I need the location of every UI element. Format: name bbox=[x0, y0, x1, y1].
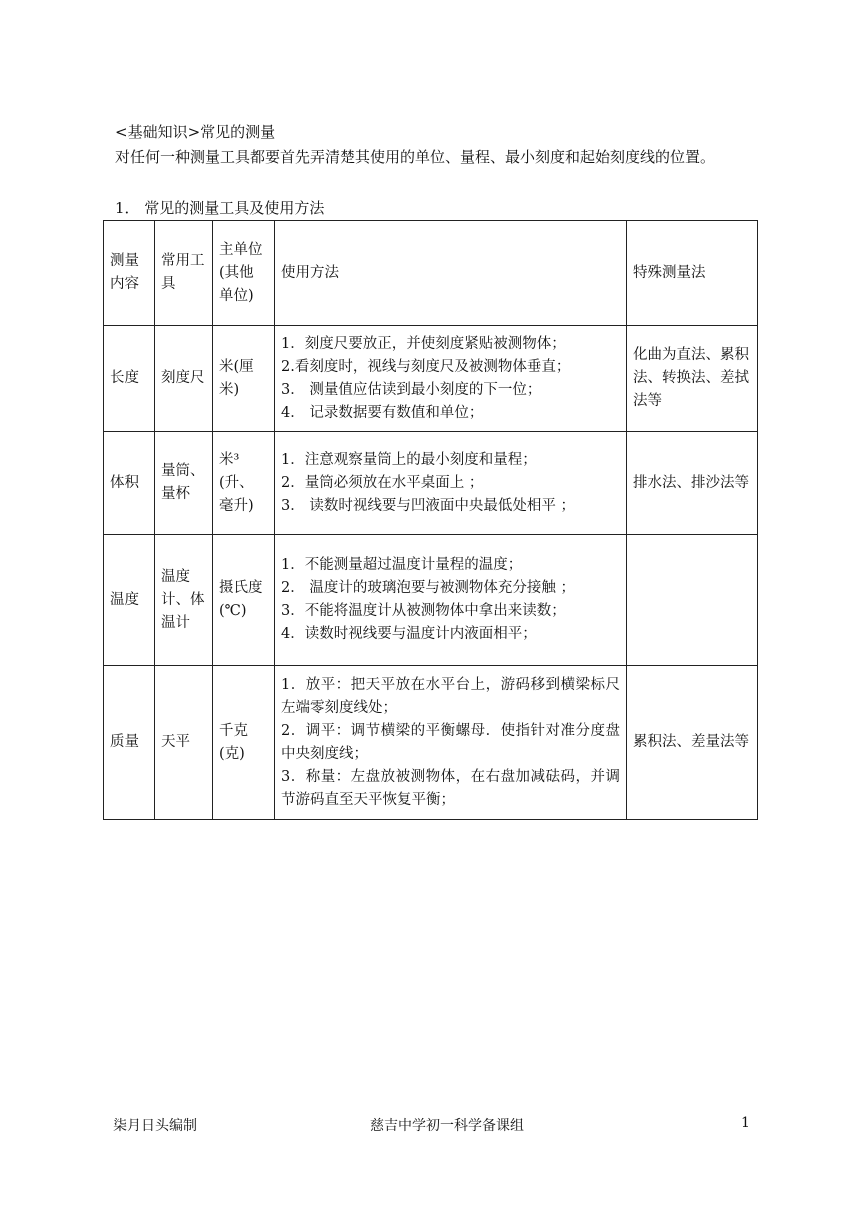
method-step: 3． 读数时视线要与凹液面中央最低处相平 ； bbox=[281, 497, 575, 514]
cell-tool: 天平 bbox=[155, 666, 213, 820]
table-row bbox=[104, 535, 758, 666]
table-row bbox=[104, 432, 758, 535]
cell-method bbox=[275, 666, 627, 820]
cell-method bbox=[275, 535, 627, 666]
table-header-row bbox=[104, 221, 758, 326]
table-row bbox=[104, 326, 758, 432]
method-step: 2．量筒必须放在水平桌面上 ； bbox=[281, 474, 484, 491]
header-cell-method: 使用方法 bbox=[275, 221, 627, 326]
footer-author: 柒月日头编制 bbox=[113, 1118, 197, 1134]
section-title: 1． 常见的测量工具及使用方法 bbox=[115, 199, 325, 217]
method-step: 2.看刻度时，视线与刻度尺及被测物体垂直； bbox=[281, 358, 571, 375]
method-step: 2． 温度计的玻璃泡要与被测物体充分接触 ； bbox=[281, 580, 575, 596]
cell-unit: 米³(升、毫升) bbox=[213, 432, 275, 535]
cell-method bbox=[275, 326, 627, 432]
header-cell-unit: 主单位(其他单位) bbox=[213, 221, 275, 326]
method-step: 4． 记录数据要有数值和单位； bbox=[281, 404, 484, 421]
cell-content: 体积 bbox=[104, 432, 155, 535]
method-step: 3．称量：左盘放被测物体，在右盘加减砝码，并调节游码直至天平恢复平衡； bbox=[281, 768, 620, 808]
header-cell-tool: 常用工具 bbox=[155, 221, 213, 326]
method-step: 1．不能测量超过温度计量程的温度； bbox=[281, 557, 523, 573]
method-step: 1．刻度尺要放正，并使刻度紧贴被测物体； bbox=[281, 335, 566, 352]
page-number: 1 bbox=[741, 1115, 750, 1131]
cell-special bbox=[627, 535, 758, 666]
method-step: 1．注意观察量筒上的最小刻度和量程； bbox=[281, 451, 537, 468]
method-step: 1．放平：把天平放在水平台上，游码移到横梁标尺左端零刻度线处； bbox=[281, 676, 620, 716]
method-step: 2．调平：调节横梁的平衡螺母．使指针对准分度盘中央刻度线； bbox=[281, 722, 620, 762]
cell-special: 累积法、差量法等 bbox=[627, 666, 758, 820]
cell-content: 温度 bbox=[104, 535, 155, 666]
cell-tool: 温度计、体温计 bbox=[155, 535, 213, 666]
cell-special: 排水法、排沙法等 bbox=[627, 432, 758, 535]
cell-content: 质量 bbox=[104, 666, 155, 820]
footer-group: 慈吉中学初一科学备课组 bbox=[370, 1118, 524, 1134]
table-row bbox=[104, 666, 758, 820]
cell-unit: 千克(克) bbox=[213, 666, 275, 820]
cell-unit: 摄氏度(℃) bbox=[213, 535, 275, 666]
cell-content: 长度 bbox=[104, 326, 155, 432]
method-step: 4．读数时视线要与温度计内液面相平； bbox=[281, 626, 537, 642]
header-cell-special: 特殊测量法 bbox=[627, 221, 758, 326]
cell-special: 化曲为直法、累积法、转换法、差拭法等 bbox=[627, 326, 758, 432]
method-step: 3．不能将温度计从被测物体中拿出来读数； bbox=[281, 603, 566, 619]
page-heading: <基础知识>常见的测量 bbox=[115, 123, 276, 141]
header-cell-content: 测量内容 bbox=[104, 221, 155, 326]
cell-tool: 刻度尺 bbox=[155, 326, 213, 432]
method-step: 3． 测量值应估读到最小刻度的下一位； bbox=[281, 381, 542, 398]
intro-paragraph: 对任何一种测量工具都要首先弄清楚其使用的单位、量程、最小刻度和起始刻度线的位置。 bbox=[115, 148, 716, 166]
cell-method bbox=[275, 432, 627, 535]
measurement-table bbox=[103, 220, 758, 820]
cell-tool: 量筒、量杯 bbox=[155, 432, 213, 535]
cell-unit: 米(厘米) bbox=[213, 326, 275, 432]
